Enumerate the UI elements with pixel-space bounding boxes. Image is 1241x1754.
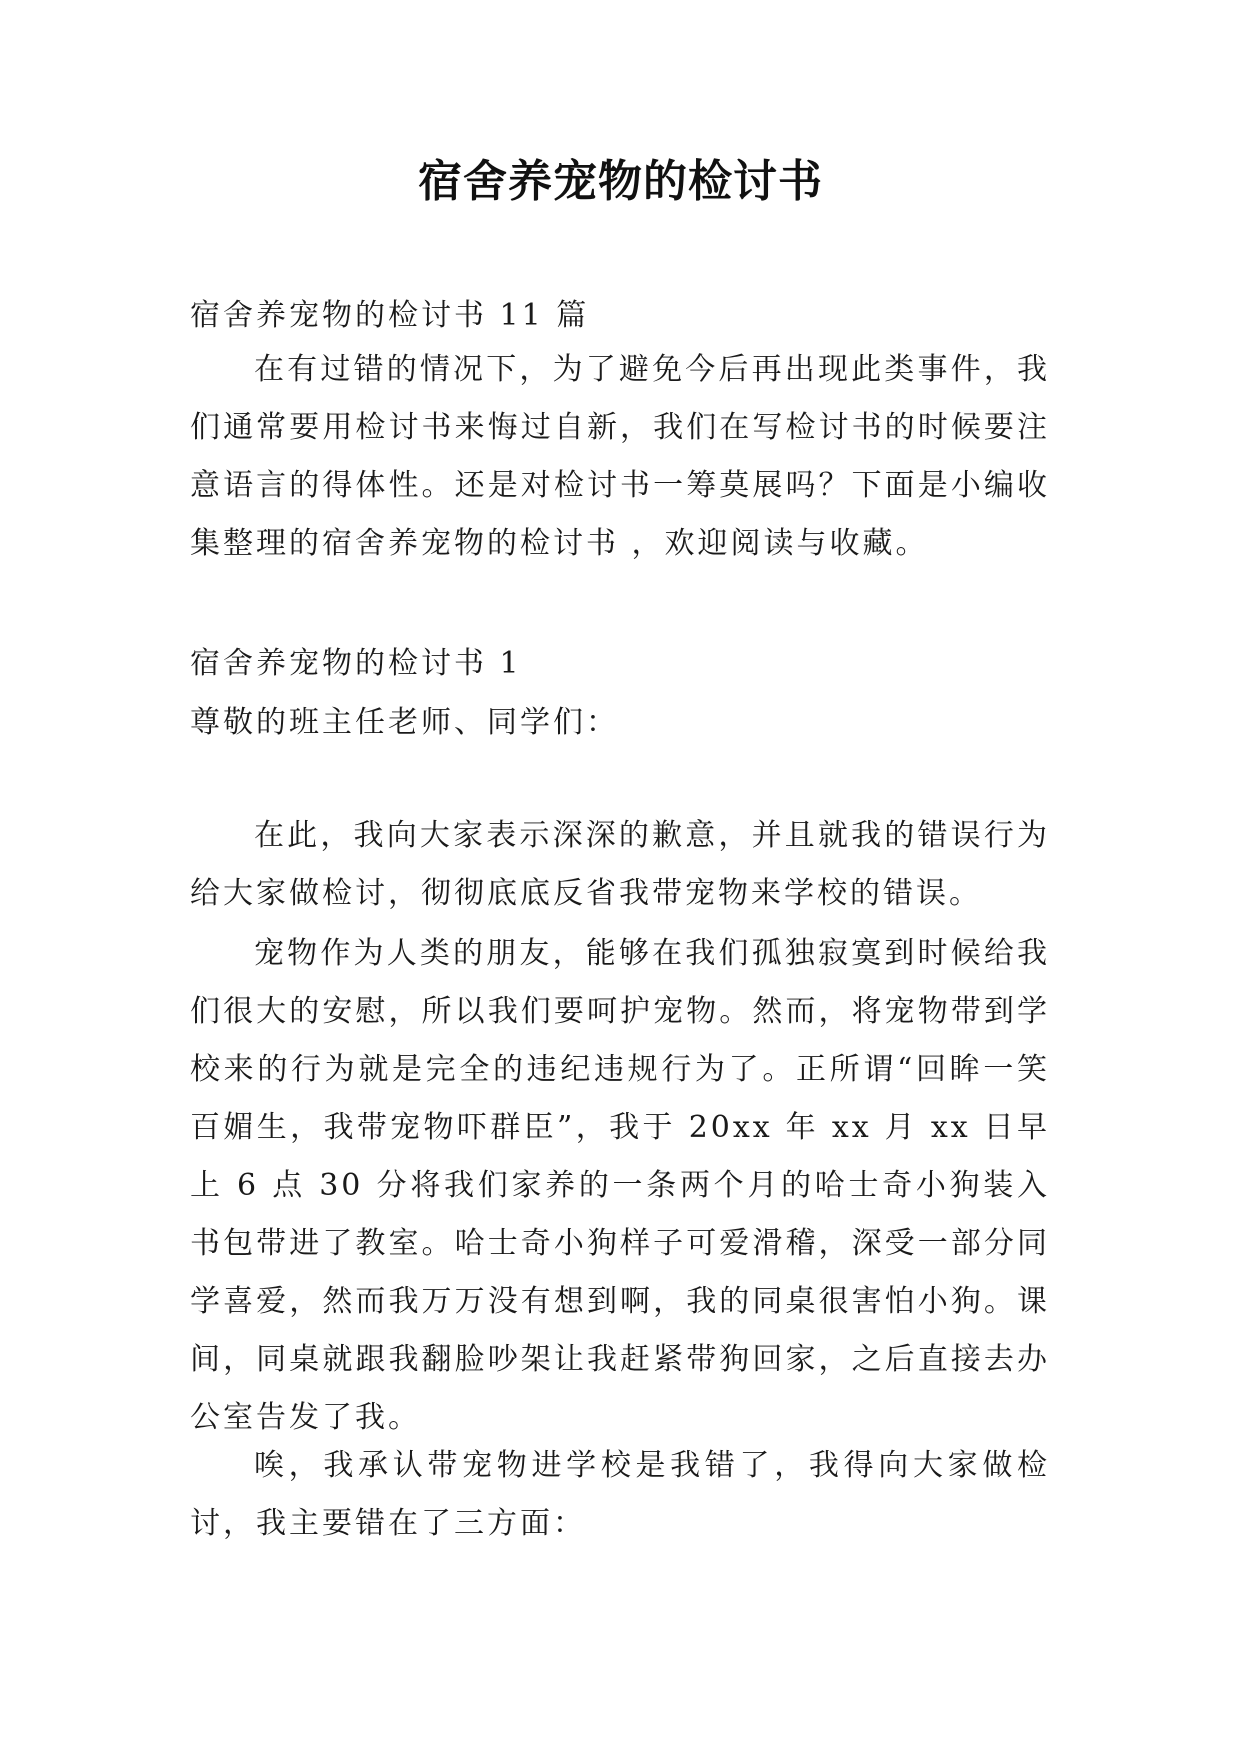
body-paragraph-2: 宠物作为人类的朋友，能够在我们孤独寂寞到时候给我们很大的安慰，所以我们要呵护宠物。然而，将宠物带到学校来的行为就是完全的违纪违规行为了。正所谓“回眸一笑百媚生，我带宠物吓群臣”，我于 20xx 年 xx 月 xx 日早上 6 点 30 分将我们家养的一条两个月的哈士奇小狗装入书包带进了教室。哈士奇小狗样子可爱滑稽，深受一部分同学喜爱，然而我万万没有想到啊，我的同桌很害怕小狗。课间，同桌就跟我翻脸吵架让我赶紧带狗回家，之后直接去办公室告发了我。	[190, 936, 1050, 1435]
body-paragraph-3: 唉，我承认带宠物进学校是我错了，我得向大家做检讨，我主要错在了三方面：	[190, 1448, 1050, 1541]
body-paragraph-1: 在此，我向大家表示深深的歉意，并且就我的错误行为给大家做检讨，彻彻底底反省我带宠物来学校的错误。	[190, 818, 1050, 911]
salutation: 尊敬的班主任老师、同学们：	[190, 705, 619, 740]
section-heading: 宿舍养宠物的检讨书 1	[190, 646, 522, 681]
document-subtitle: 宿舍养宠物的检讨书 11 篇	[190, 298, 590, 333]
document-title: 宿舍养宠物的检讨书	[418, 156, 823, 207]
intro-paragraph: 在有过错的情况下，为了避免今后再出现此类事件，我们通常要用检讨书来悔过自新，我们在写检讨书的时候要注意语言的得体性。还是对检讨书一筹莫展吗？下面是小编收集整理的宿舍养宠物的检讨书 ，欢迎阅读与收藏。	[190, 352, 1050, 561]
